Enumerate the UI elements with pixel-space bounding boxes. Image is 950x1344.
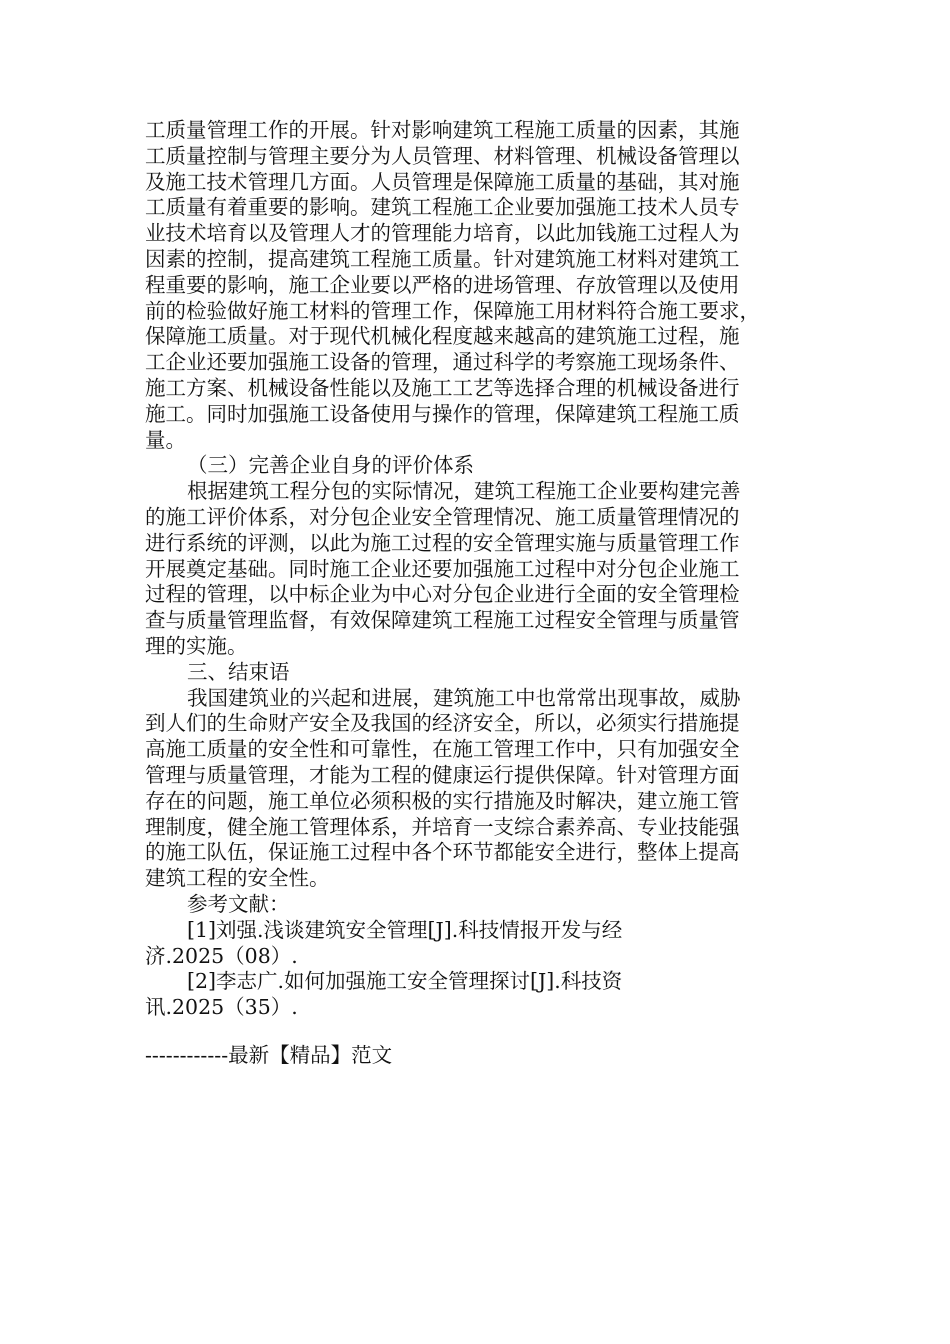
text-line: 的施工队伍，保证施工过程中各个环节都能安全进行，整体上提高: [145, 840, 740, 865]
text-line: 的施工评价体系，对分包企业安全管理情况、施工质量管理情况的: [145, 504, 740, 529]
text-line: 保障施工质量。对于现代机械化程度越来越高的建筑施工过程，施: [145, 324, 740, 349]
text-line: 参考文献：: [187, 891, 290, 916]
text-line: 根据建筑工程分包的实际情况，建筑工程施工企业要构建完善: [187, 479, 741, 504]
document-body: [145, 118, 805, 1021]
text-line: 管理与质量管理，才能为工程的健康运行提供保障。针对管理方面: [145, 762, 740, 787]
text-line: 建筑工程的安全性。: [145, 866, 330, 891]
text-line: 工质量有着重要的影响。建筑工程施工企业要加强施工技术人员专: [145, 195, 740, 220]
text-line: 施工方案、机械设备性能以及施工工艺等选择合理的机械设备进行: [145, 375, 740, 400]
text-line: 济.2025（08）.: [145, 943, 298, 968]
text-line: 讯.2025（35）.: [145, 995, 298, 1020]
text-line: [1]刘强.浅谈建筑安全管理[J].科技情报开发与经: [187, 917, 623, 942]
text-line: 我国建筑业的兴起和进展，建筑施工中也常常出现事故，威胁: [187, 685, 741, 710]
text-line: 进行系统的评测，以此为施工过程的安全管理实施与质量管理工作: [145, 530, 740, 555]
text-line: 前的检验做好施工材料的管理工作，保障施工用材料符合施工要求，: [145, 298, 760, 323]
text-line: 施工。同时加强施工设备使用与操作的管理，保障建筑工程施工质: [145, 401, 740, 426]
text-line: 因素的控制，提高建筑工程施工质量。针对建筑施工材料对建筑工: [145, 246, 740, 271]
text-line: 开展奠定基础。同时施工企业还要加强施工过程中对分包企业施工: [145, 556, 740, 581]
text-line: 量。: [145, 427, 186, 452]
text-line: 业技术培育以及管理人才的管理能力培育，以此加钱施工过程人为: [145, 221, 740, 246]
text-line: 理的实施。: [145, 633, 248, 658]
page-footer: ------------最新【精品】范文: [145, 1043, 393, 1067]
text-line: 理制度，健全施工管理体系，并培育一支综合素养高、专业技能强: [145, 814, 740, 839]
text-line: 程重要的影响，施工企业要以严格的进场管理、存放管理以及使用: [145, 272, 740, 297]
text-line: 及施工技术管理几方面。人员管理是保障施工质量的基础，其对施: [145, 169, 740, 194]
text-line: 高施工质量的安全性和可靠性，在施工管理工作中，只有加强安全: [145, 737, 740, 762]
text-line: 工质量控制与管理主要分为人员管理、材料管理、机械设备管理以: [145, 143, 740, 168]
text-line: 工企业还要加强施工设备的管理，通过科学的考察施工现场条件、: [145, 350, 740, 375]
text-line: 工质量管理工作的开展。针对影响建筑工程施工质量的因素，其施: [145, 118, 740, 142]
text-line: [2]李志广.如何加强施工安全管理探讨[J].科技资: [187, 969, 623, 994]
text-line: 到人们的生命财产安全及我国的经济安全，所以，必须实行措施提: [145, 711, 740, 736]
text-line: （三）完善企业自身的评价体系: [187, 453, 474, 478]
text-line: 过程的管理，以中标企业为中心对分包企业进行全面的安全管理检: [145, 582, 740, 607]
text-line: 存在的问题，施工单位必须积极的实行措施及时解决，建立施工管: [145, 788, 740, 813]
text-line: 三、结束语: [187, 659, 290, 684]
text-line: 查与质量管理监督，有效保障建筑工程施工过程安全管理与质量管: [145, 608, 740, 633]
